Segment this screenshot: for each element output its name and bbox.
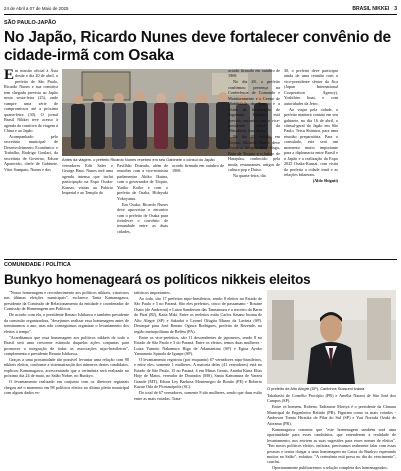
article2-paragraph: "Nosso homenagem e reconhecimento aos políticos nikkeis, vitoriosos nas últimas eleições municipais", esclarece Tania Kamanagawa, presidente da Comissão de Relacionamento da entidade e coordenador de Comissão de Homenagem aos Políticos.: [4, 290, 129, 312]
article2-photo: [267, 290, 396, 384]
article2-paragraph: tatísticos importantes.: [134, 290, 171, 295]
article1-paragraph: Acompanhado pelo secretário municipal de Desenvolvimento Econômico e Trabalho, Rodrigo Goulart, da secretária de Governo, Edson Aparecido, chefe de Gabinete, Vitor Sampaio, Nunes e dos: [4, 133, 58, 172]
article1-paragraph: [172, 163, 224, 174]
article1-column-6: [284, 68, 338, 256]
article1-paragraph: Em Osaka, Ricardo Nunes deve aproveitar o encontro com o prefeito de Osaka para fortalecer o convênio de irmandade entre as duas cidades,: [117, 201, 168, 234]
article1-paragraph: Pavilhão Doarado, além de reuniões com a vice-ministra parlamentar Akiko Ikuina, com o governador de Tóquio, Yuriko Koike e com o prefeito de Osaka, Hideyuki Yokoyama.: [117, 163, 168, 201]
dropcap: E: [4, 67, 15, 83]
article1-author: (Aldo Shiguti): [312, 178, 338, 184]
article2-paragraph: Graças a uma proximidade tão possível levantar uma relação com 90 nikkeis eleitos, conforme a sistematização dos números destes candidatos, explicou Kamanagawa, acrescentando que a cerimônia será realizada no próximo dia 24 de maio, no Salão Nobre, no Bunkyo.: [4, 356, 129, 379]
issue-date: 24 de Abril a 07 de Maio de 2025: [4, 6, 69, 11]
article2-headline: Bunkyo homenageará os políticos nikkeis eleitos: [4, 272, 311, 287]
article2-paragraph: Oportunamente publicaremos a relação completa dos homenageados.: [272, 465, 388, 471]
article2-photo-caption: O prefeito de Alto Alegre (SP), Carlinhos Sussumi Ivama: [267, 386, 365, 391]
article2-paragraph: Entre os vice-prefeitos, são 11 descendentes de japoneses, sendo 8 no Estado de São Paulo e 3 do Paraná. Entre os eleitos, temos duas mulheres - Luiza Yamoto Nakamura Higa de Adamantina (SP) e Egina Ayoko Yamamoto Spinola de Iguape (SP).: [134, 334, 262, 356]
article1-text: acordo firmado em outubro de 1969.: [172, 163, 224, 174]
section-label: SÃO PAULO-JAPÃO: [4, 20, 57, 26]
article1-paragraph: vereadores Edir Sales e George Hato, Nunes terá uma agenda intensa que inclui participação na Expo Osaka-Kansai, visitas ao Palácio Imperial e ao Templo do: [62, 163, 113, 196]
article1-paragraph: 30, o prefeito deve participar ainda de uma reunião com o vice-presidente sênior da Jica (Japan International Cooperation Agency), Yoshihiro Imai, e com autoridades da Jetro.: [284, 68, 338, 106]
article1-photo-caption: Antes da viagem, o prefeito Ricardo Nunes recebeu em seu Gabinete o cônsul do Japão: [62, 157, 215, 162]
article1-column-3: [117, 163, 168, 256]
article1-column-5: [228, 68, 280, 256]
article2-column-1: [4, 290, 129, 458]
article1-column-1: [4, 68, 58, 256]
article1-paragraph: m missão oficial à Ásia desde o dia 20 de abril, o prefeito de São Paulo, Ricardo Nunes e sua comitiva tem chegada prevista ao Japão nesta sexta-feira (25), onde cumpre uma série de compromissos até a próxima quarta-feira (30). O jornal Brasil Nikkei teve acesso à agenda da comitiva da viagem à China e ao Japão.: [4, 68, 58, 133]
article1-paragraph: Ao viajar pela cidade, o prefeito manterá contato em seu gabinete, no dia 16 de abril, o cônsul-geral do Japão em São Paulo, Tetsu Shimizu, para uma reunião preparatória. Para o consulado, este será um momento muito importante para a diplomacia entre Brasil e o Japão e a realização da Expo 2025 Osaka-Kansai, com visita do prefeito a cidade irmã e as relações bilaterais.: [284, 106, 338, 178]
article2-paragraph: Takahashi de Cornélio Procópio (PR) e Amélia Naomi de São José dos Campos (SP).: [267, 393, 396, 404]
article1-paragraph: No dia 29, feriado em Toquio, Ricardo Nunes deve visitar o Templo Meiji-Jingu, Baia de Toquio e o bairro de Harajuku, conhecido pela moda, restaurantes, artigos de cultura pop e Daiso.: [228, 134, 280, 173]
article2-paragraph: Do total de 67 vereadores, somente 8 são mulheres, sendo que duas estão entre as mais votadas. Trata-: [134, 390, 262, 401]
article1-paragraph: No dia 28, o prefeito confirmou presença na Conferência de Comando e Monitoramento e o Centro de Mobilidade de Toquio e a Usina de Incineração de Suginami. Também está previsto encontro com o vice-presidente sênior da Mitsubishi, Juro Baba.: [228, 79, 280, 134]
article2-paragraph: Entre os homens, Roberto Tadizume Moriya é o presidente da Câmara Municipal de Engenheiro Beltrão (PR). Figuram como os mais votados - Anderson Tomio Hiraoka de Pilar do Sul (SP) e Yuri Noriaki Ozaki de Atorama (PR).: [267, 404, 396, 426]
masthead: [4, 3, 397, 15]
section-label: COMUNIDADE / POLÍTICA: [4, 262, 71, 268]
article2-paragraph: Ao todo, são 17 prefeitos nipo-brasileiros, sendo 8 eleitos no Estado de São Paulo e 5 no Paraná. São eles prefeitos, cinco de passamano - Rosane Osato (de Andreoni) e Luiza Sanderson das Tannamura e a terceiro da Barra do Piraí (RJ), Kaita Miki. Entre os reeleitos estão Carlos Sasano Inoma de Alto Alegre (SP) e Sakadoi e Leonel Ofugita Murao da Lavínia (SP). Destaque para José Renato Ogawa Rodrigues, prefeito de Rezende, na região metropolitana de Belém (PA).: [134, 295, 262, 334]
paper-name: BRASIL NIKKEI: [352, 5, 390, 12]
article1-column-2: [62, 163, 113, 256]
article1-column-4: [172, 163, 224, 256]
article2-paragraph: O levantamento realizado em conjunto com os diretores regionais chegou até o momento em 98 políticos eleitos no último pleito municipal com alguns dados es-: [4, 379, 129, 396]
article2-column-2: [134, 290, 262, 458]
page-number: 3: [394, 5, 397, 12]
section-divider: [4, 259, 397, 260]
portrait-image: [267, 290, 396, 384]
article2-column-3: [267, 393, 396, 471]
article2-paragraph: O levantamento registrou (por enquanto) 67 vereadores nipo-brasileiros, e entre eles, somente 1 mulheres. A maioria deles (41 vereadores) está no Estado de São Paulo, 15 no Paraná, 4 em Minas Gerais, Anadai Kinta Elias Hoje de Matos, vereador de Dourados (MS), Santa Kamimura de Varzea Grande (MT), Edson Ley Barbosa Montenegro de Bonito (PE) e Roberto Kazuo Oda de Florianópolis (SC).: [134, 356, 262, 390]
article2-paragraph: De acordo com ela, o presidente Renato Ishikawa e também presidente da comissão organizadora, "desejamos realizar essa homenagem antes de terminarmos o ano, mas não conseguimos organizar o levantamento dos eleitos a tempo".: [4, 312, 129, 334]
article1-paragraph: acordo firmado em outubro de 1969.: [228, 68, 280, 79]
article1-headline: No Japão, Ricardo Nunes deve fortalecer convênio de cidade-irmã com Osaka: [4, 29, 391, 64]
article2-paragraph: Kamanagawa comenta que "este homenagem também será uma oportunidade para esses candidatos, que entenderem a realidade de levantamento, nos enviem as suas sugestões para esses nomes de eleitos". "Em novos políticos eleitos, enfatiza, precisamos realmente falar com essas pessoas e tentar chegar a uma homenagem na Caixa do Bunkyo esperando muitos no Salão", enfatiza. "A cerimônia está presa no dia do vencimento", conclui.: [267, 426, 396, 465]
article2-paragraph: "Acreditamos que essa homenagem aos políticos nikkeis de todo o Brasil será uma crescente estimulo daquelas ações conjuntas para promover a integração de todas as associações nipo-brasileiras", complementa o presidente Renato Ishikawa.: [4, 334, 129, 356]
article1-paragraph: Na quarta-feira, dia: [233, 173, 266, 179]
